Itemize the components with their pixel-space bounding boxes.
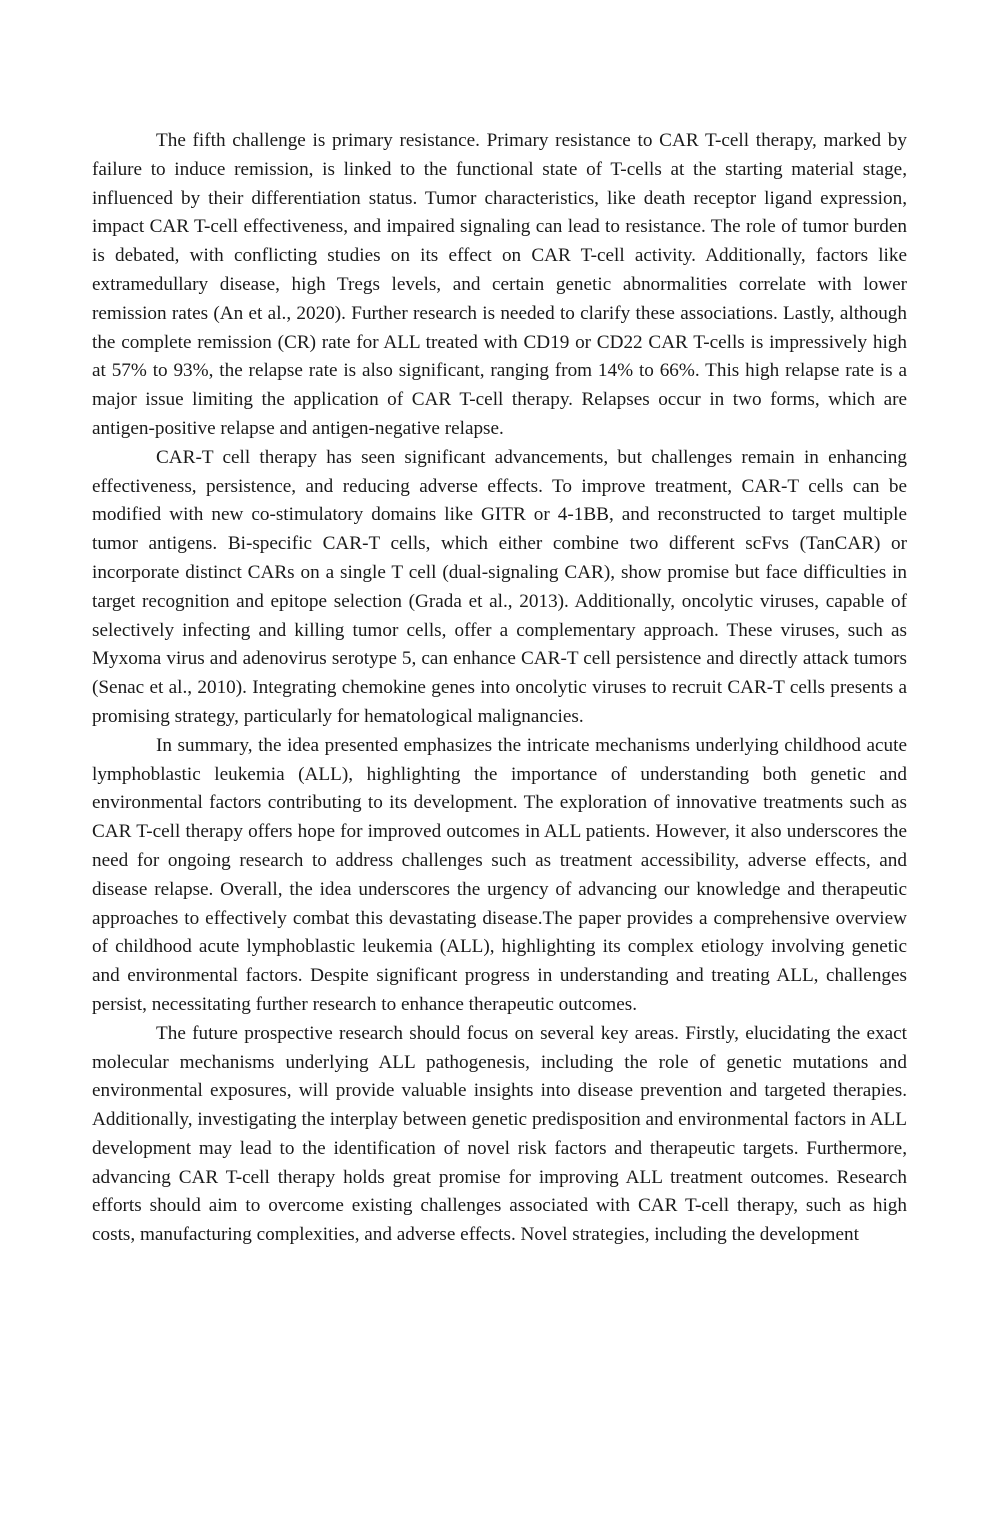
paragraph-car-t-advancements: CAR-T cell therapy has seen significant advancements, but challenges remain in enhancing effectiveness, persistence, and reducing adverse effects. To improve treatment, CAR-T cells can be modified with new co-stimulatory domains like GITR or 4-1BB, and reconstructed to target multiple tumor antigens. Bi-specific CAR-T cells, which either combine two different scFvs (TanCAR) or incorporate distinct CARs on a single T cell (dual-signaling CAR), show promise but face difficulties in target recognition and epitope selection (Grada et al., 2013). Additionally, oncolytic viruses, capable of selectively infecting and killing tumor cells, offer a complementary approach. These viruses, such as Myxoma virus and adenovirus serotype 5, can enhance CAR-T cell persistence and directly attack tumors (Senac et al., 2010). Integrating chemokine genes into oncolytic viruses to recruit CAR-T cells presents a promising strategy, particularly for hematological malignancies. <box>92 446 907 727</box>
paragraph-summary: In summary, the idea presented emphasizes the intricate mechanisms underlying childhood acute lymphoblastic leukemia (ALL), highlighting the importance of understanding both genetic and environmental factors contributing to its development. The exploration of innovative treatments such as CAR T-cell therapy offers hope for improved outcomes in ALL patients. However, it also underscores the need for ongoing research to address challenges such as treatment accessibility, adverse effects, and disease relapse. Overall, the idea underscores the urgency of advancing our knowledge and therapeutic approaches to effectively combat this devastating disease.The paper provides a comprehensive overview of childhood acute lymphoblastic leukemia (ALL), highlighting its complex etiology involving genetic and environmental factors. Despite significant progress in understanding and treating ALL, challenges persist, necessitating further research to enhance therapeutic outcomes. <box>92 734 907 1015</box>
body-text <box>92 127 907 1250</box>
paragraph-future-research: The future prospective research should focus on several key areas. Firstly, elucidating the exact molecular mechanisms underlying ALL pathogenesis, including the role of genetic mutations and environmental exposures, will provide valuable insights into disease prevention and targeted therapies. Additionally, investigating the interplay between genetic predisposition and environmental factors in ALL development may lead to the identification of novel risk factors and therapeutic targets. Furthermore, advancing CAR T-cell therapy holds great promise for improving ALL treatment outcomes. Research efforts should aim to overcome existing challenges associated with CAR T-cell therapy, such as high costs, manufacturing complexities, and adverse effects. Novel strategies, including the development <box>92 1022 907 1246</box>
paragraph-primary-resistance: The fifth challenge is primary resistance. Primary resistance to CAR T-cell therapy, marked by failure to induce remission, is linked to the functional state of T-cells at the starting material stage, influenced by their differentiation status. Tumor characteristics, like death receptor ligand expression, impact CAR T-cell effectiveness, and impaired signaling can lead to resistance. The role of tumor burden is debated, with conflicting studies on its effect on CAR T-cell activity. Additionally, factors like extramedullary disease, high Tregs levels, and certain genetic abnormalities correlate with lower remission rates (An et al., 2020). Further research is needed to clarify these associations. Lastly, although the complete remission (CR) rate for ALL treated with CD19 or CD22 CAR T-cells is impressively high at 57% to 93%, the relapse rate is also significant, ranging from 14% to 66%. This high relapse rate is a major issue limiting the application of CAR T-cell therapy. Relapses occur in two forms, which are antigen-positive relapse and antigen-negative relapse. <box>92 130 907 439</box>
